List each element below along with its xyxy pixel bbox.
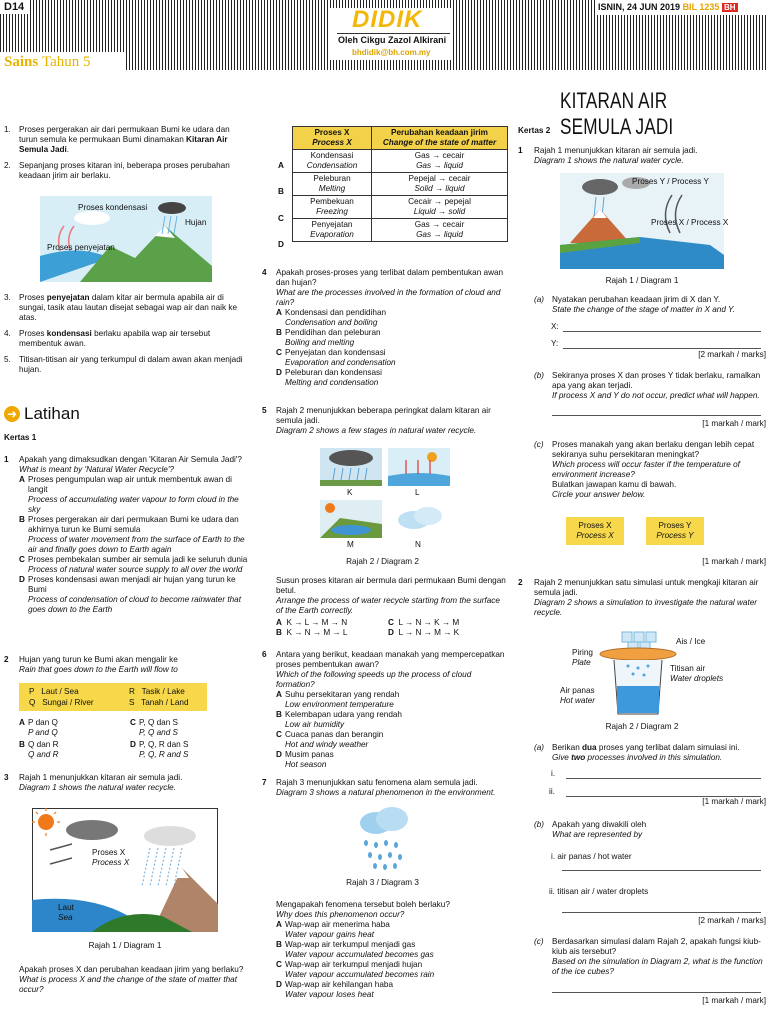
q2-option-b: B Q dan R Q and R xyxy=(19,740,59,759)
bh-badge: BH xyxy=(723,3,736,12)
stage-n-image xyxy=(388,500,450,538)
k1-question-4: 4 Apakah proses-proses yang terlibat dalam pembentukan awan dan hujan? What are the processes involved in the formation of cloud and rain? A Kondensasi dan pendidihan Condensation and boiling B Pendidihan dan peleburan Boiling and melting C Penyejatan dan kondensasi Evaporation and condensation D Peleburan dan kondensasi Melting and condensation xyxy=(262,268,504,387)
label-n: N xyxy=(415,540,421,549)
q2-options-box: P Laut / Sea R Tasik / Lake Q Sungai / River S Tanah / Land xyxy=(19,683,207,711)
k2-label-x: Proses X / Process X xyxy=(651,218,729,227)
note-3: 3. Proses penyejatan dalam kitar air bermula apabila air di sungai, tasik atau lautan disejat sebagai wap air dan naik ke atas. xyxy=(4,293,238,322)
q3-label-sea: Laut Sea xyxy=(58,903,74,922)
answer-line-b[interactable] xyxy=(552,415,761,416)
author: Oleh Cikgu Zazol Alkirani xyxy=(338,35,447,45)
q7-prompt: Mengapakah fenomena tersebut boleh berlaku? Why does this phenomenon occur? A Wap-wap air menerima haba Water vapour gains heat B Wap-wap air terkumpul menjadi gas Water vapour accumulated becomes gas C Wap-wap air terkumpul menjadi hujan Water vapour accumulated becomes rain D Wap-wap air kehilangan haba Water vapour loses heat xyxy=(276,900,450,999)
q5-prompt: Susun proses kitaran air bermula dari permukaan Bumi dengan betul. Arrange the process of water recycle starting from the surface of the Earth correctly. xyxy=(276,576,506,615)
table-row: Pembekuan Freezing Cecair → pepejal Liquid → solid xyxy=(293,196,508,219)
latihan-heading: Latihan xyxy=(24,404,80,423)
k1-question-2: 2 Hujan yang turun ke Bumi akan mengalir ke Rain that goes down to the Earth will flow to xyxy=(4,655,178,674)
q5-caption: Rajah 2 / Diagram 2 xyxy=(346,557,419,566)
kertas2-heading: Kertas 2 xyxy=(518,126,551,135)
note-4: 4. Proses kondensasi berlaku apabila wap air tersebut membentuk awan. xyxy=(4,329,211,348)
k2-q2-a-marks: [1 markah / mark] xyxy=(702,797,766,806)
table-row: Penyejatan Evaporation Gas → cecair Gas → liquid xyxy=(293,219,508,242)
table-row: Kondensasi Condensation Gas → cecair Gas → liquid xyxy=(293,150,508,173)
label-k: K xyxy=(347,488,353,497)
q7-caption: Rajah 3 / Diagram 3 xyxy=(346,878,419,887)
q2-option-a: A P dan Q P and Q xyxy=(19,718,58,737)
answer-line-a-i[interactable] xyxy=(566,778,761,779)
label-hot-water: Air panas Hot water xyxy=(560,686,596,705)
k1-question-7: 7 Rajah 3 menunjukkan satu fenomena alam semula jadi. Diagram 3 shows a natural phenomenon in the environment. xyxy=(262,778,496,797)
k2-q1-a: (a) Nyatakan perubahan keadaan jirim di X dan Y. State the change of the stage of matter in X and Y. xyxy=(534,295,735,314)
table-row: Peleburan Melting Pepejal → cecair Solid → liquid xyxy=(293,173,508,196)
simulation-diagram xyxy=(598,630,678,716)
date: ISNIN, 24 JUN 2019 xyxy=(598,2,681,12)
k2-c-marks: [1 markah / mark] xyxy=(702,557,766,566)
stage-k-image xyxy=(320,448,382,486)
k1-question-3: 3 Rajah 1 menunjukkan kitaran air semula jadi. Diagram 1 shows the natural water recycle. xyxy=(4,773,183,792)
label-l: L xyxy=(415,488,420,497)
note-1: 1. Proses pergerakan air dari permukaan Bumi ke udara dan turun semula ke permukaan Bumi dinamakan Kitaran Air Semula Jadi. xyxy=(4,125,230,154)
k2-y-label: Y: xyxy=(551,339,559,348)
k2-q1-caption: Rajah 1 / Diagram 1 xyxy=(605,276,679,285)
email: bhdidik@bh.com.my xyxy=(352,48,431,57)
q3-caption: Rajah 1 / Diagram 1 xyxy=(88,941,162,950)
answer-line-b-i[interactable] xyxy=(562,870,761,871)
rain-cloud-image xyxy=(356,805,412,871)
section-b: Tahun 5 xyxy=(41,54,91,70)
label-ice: Ais / Ice xyxy=(676,637,706,646)
label-plate: Piring Plate xyxy=(572,648,593,667)
brand-logo: DIDIK xyxy=(352,6,423,33)
label-droplets: Titisan air Water droplets xyxy=(670,664,724,683)
arrow-icon: ➜ xyxy=(4,406,20,422)
note-2: 2. Sepanjang proses kitaran ini, beberapa proses perubahan keadaan jirim air berlaku. xyxy=(4,161,230,180)
k2-q2-c-marks: [1 markah / mark] xyxy=(702,996,766,1005)
q5-option-a: A K → L → M → N xyxy=(276,618,348,627)
k2-q2-b: (b) Apakah yang diwakili oleh What are represented by xyxy=(534,820,647,839)
k2-q1-c: (c) Proses manakah yang akan berlaku dengan lebih cepat sekiranya suhu persekitaran meningkat? Which process will occur faster if the temperature of environment increase? Bulatkan jawapan kamu di bawah. Circle your answer below. xyxy=(534,440,755,499)
answer-line-y[interactable] xyxy=(563,348,761,349)
note-5: 5. Titisan-titisan air yang terkumpul di dalam awan akan menjadi hujan. xyxy=(4,355,243,374)
label-kondensasi: Proses kondensasi xyxy=(78,203,148,212)
table-row-b-key: B xyxy=(278,187,284,196)
stage-m-image xyxy=(320,500,382,538)
k2-a-ii-label: ii. xyxy=(549,787,555,796)
k1-question-6: 6 Antara yang berikut, keadaan manakah yang mempercepatkan proses pembentukan awan? Which of the following speeds up the process of cloud formation? A Suhu persekitaran yang rendah Low environment temperature B Kelembapan udara yang rendah Low air humidity C Cuaca panas dan berangin Hot and windy weather D Musim panas Hot season xyxy=(262,650,505,769)
q5-option-d: D L → N → M → K xyxy=(388,628,460,637)
k2-x-label: X: xyxy=(551,322,559,331)
k1-question-1: 1 Apakah yang dimaksudkan dengan 'Kitaran Air Semula Jadi'? What is meant by 'Natural Water Recycle'? A Proses pengumpulan wap air untuk membentuk awan di langit Process of accumulating water vapour to form cloud in the sky B Proses pergerakan air dari permukaan Bumi ke udara dan akhirnya turun ke Bumi semula Process of water movement from the surface of Earth to the air and finally goes down to Earth again C Proses pembekalan sumber air semula jadi ke seluruh dunia Process of natural water source supply to all over the world D Proses kondensasi awan menjadi air hujan yang turun ke Bumi Process of condensation of cloud to become rainwater that goes down to the Earth xyxy=(4,455,248,614)
stage-l-image xyxy=(388,448,450,486)
issue: BIL 1235 xyxy=(682,2,720,12)
q3-label-x: Proses X Process X xyxy=(92,848,130,867)
k1-question-5: 5 Rajah 2 menunjukkan beberapa peringkat dalam kitaran air semula jadi. Diagram 2 shows a few stages in natural water recycle. xyxy=(262,406,491,435)
k2-a-marks: [2 markah / marks] xyxy=(698,350,766,359)
choice-process-y[interactable]: Proses Y Process Y xyxy=(646,517,704,545)
answer-line-c[interactable] xyxy=(552,992,761,993)
choice-process-x[interactable]: Proses X Process X xyxy=(566,517,624,545)
q5-option-b: B K → N → M → L xyxy=(276,628,348,637)
k2-question-2: 2 Rajah 2 menunjukkan satu simulasi untuk mengkaji kitaran air semula jadi. Diagram 2 shows a simulation to investigate the natural water recycle. xyxy=(518,578,759,617)
notes xyxy=(4,125,250,181)
answer-line-b-ii[interactable] xyxy=(562,912,761,913)
table-row-c-key: C xyxy=(278,214,284,223)
k2-question-1: 1 Rajah 1 menunjukkan kitaran air semula jadi. Diagram 1 shows the natural water cycle. xyxy=(518,146,698,165)
q2-option-d: D P, Q, R dan S P, Q, R and S xyxy=(130,740,189,759)
answer-line-x[interactable] xyxy=(563,331,761,332)
k2-label-y: Proses Y / Process Y xyxy=(632,177,709,186)
label-hujan: Hujan xyxy=(185,218,207,227)
label-penyejatan: Proses penyejatan xyxy=(47,243,115,252)
q3-answer-table: Proses X Process X Perubahan keadaan jirim Change of the state of matter Kondensasi Condensation Gas → cecair Gas → liquid Peleburan Melting Pepejal → cecair Solid → liquid Pembekuan Freezing Cecair → pepejal Liquid → solid Penyejatan Evaporation Gas → cecair Gas → liquid xyxy=(292,126,508,242)
k2-q2-a: (a) Berikan dua proses yang terlibat dalam simulasi ini. Give two processes involved in this simulation. xyxy=(534,743,740,762)
k2-q2-c: (c) Berdasarkan simulasi dalam Rajah 2, apakah fungsi kiub-kiub ais tersebut? Based on the simulation in Diagram 2, what is the function of the ice cubes? xyxy=(534,937,763,976)
k2-b-marks: [1 markah / mark] xyxy=(702,419,766,428)
table-row-d-key: D xyxy=(278,240,284,249)
k2-a-i-label: i. xyxy=(551,769,556,778)
page-title: KITARAN AIR SEMULA JADI xyxy=(560,88,674,139)
kertas1-heading: Kertas 1 xyxy=(4,433,37,442)
k2-q2-caption: Rajah 2 / Diagram 2 xyxy=(605,722,679,731)
q5-option-c: C L → N → K → M xyxy=(388,618,460,627)
label-m: M xyxy=(347,540,354,549)
q2-option-c: C P, Q dan S P, Q and S xyxy=(130,718,178,737)
k2-b-ii: ii. titisan air / water droplets xyxy=(549,887,649,896)
q3-prompt: Apakah proses X dan perubahan keadaan jirim yang berlaku? What is process X and the change of the state of matter that occur? xyxy=(19,965,244,994)
table-row-a-key: A xyxy=(278,161,284,170)
k2-q2-b-marks: [2 markah / marks] xyxy=(698,916,766,925)
page-number: D14 xyxy=(4,1,25,13)
k2-q1-b: (b) Sekiranya proses X dan proses Y tidak berlaku, ramalkan apa yang akan terjadi. If process X and Y do not occur, predict what will happen. xyxy=(534,371,761,400)
section-a: Sains xyxy=(4,54,39,70)
k2-b-i: i. air panas / hot water xyxy=(551,852,632,861)
